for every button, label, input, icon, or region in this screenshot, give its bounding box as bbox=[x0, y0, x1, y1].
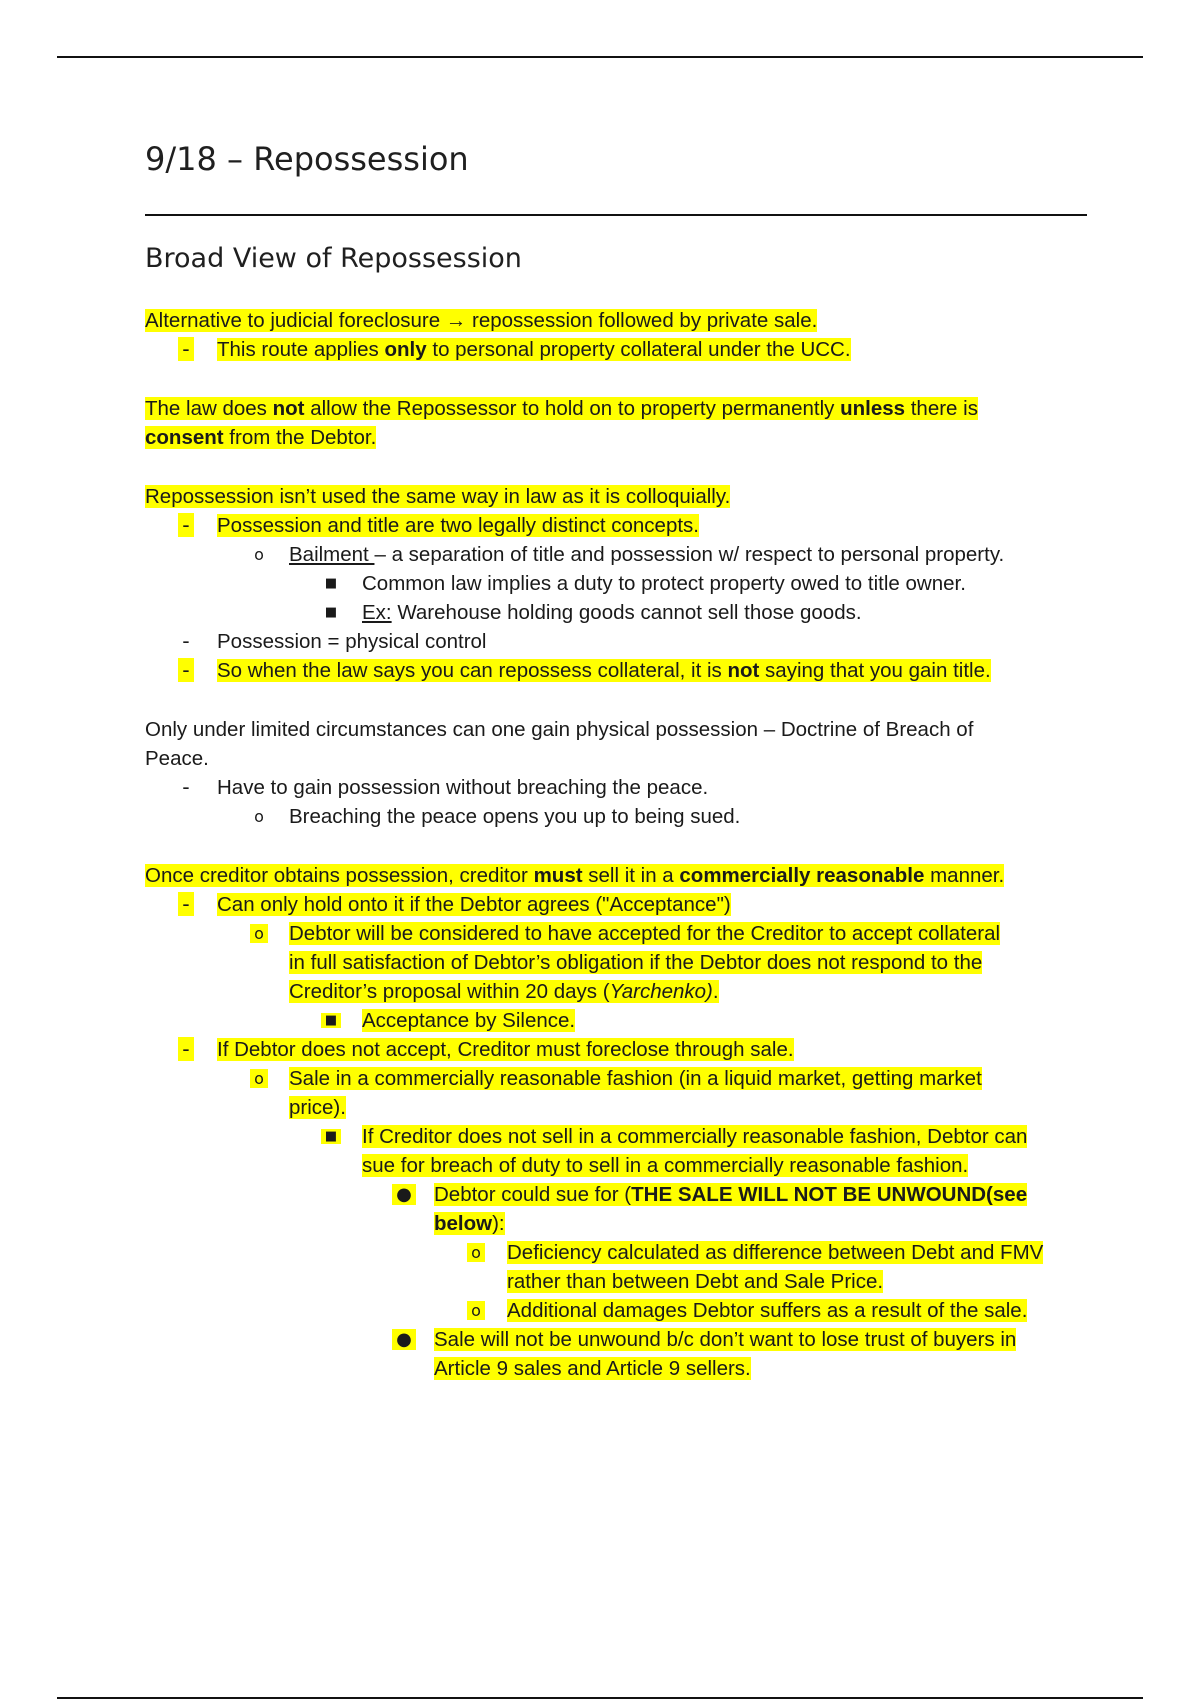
list-item: ■ Common law implies a duty to protect property owed to title owner. bbox=[145, 569, 1095, 598]
list-item: ■ Acceptance by Silence. bbox=[145, 1006, 1095, 1035]
dash-bullet: - bbox=[171, 335, 201, 364]
paragraph-breach-of-peace-cont: Peace. bbox=[145, 747, 209, 770]
list-item: o Breaching the peace opens you up to being sued. bbox=[145, 802, 1095, 831]
circle-bullet: o bbox=[461, 1296, 491, 1325]
right-arrow-icon: → bbox=[445, 309, 467, 332]
circle-bullet: o bbox=[461, 1238, 491, 1267]
dash-bullet: - bbox=[171, 890, 201, 919]
paragraph-consent: The law does not allow the Repossessor to hold on to property permanently unless there is bbox=[145, 397, 978, 420]
list-item: o Deficiency calculated as difference between Debt and FMV bbox=[145, 1238, 1095, 1267]
square-bullet: ■ bbox=[324, 605, 338, 620]
dash-bullet: - bbox=[171, 1035, 201, 1064]
list-item: o Debtor will be considered to have accepted for the Creditor to accept collateral bbox=[145, 919, 1095, 948]
circle-bullet: o bbox=[244, 1064, 274, 1093]
list-item-cont: price). bbox=[289, 1096, 346, 1119]
list-item-cont: sue for breach of duty to sell in a commercially reasonable fashion. bbox=[362, 1154, 969, 1177]
list-item: - Have to gain possession without breaching the peace. bbox=[145, 773, 1095, 802]
list-item-cont: in full satisfaction of Debtor’s obligation if the Debtor does not respond to the bbox=[289, 951, 983, 974]
circle-bullet: o bbox=[254, 545, 264, 564]
list-item: - Possession = physical control bbox=[145, 627, 1095, 656]
list-item: ■ If Creditor does not sell in a commercially reasonable fashion, Debtor can bbox=[145, 1122, 1095, 1151]
paragraph-consent-cont: consent from the Debtor. bbox=[145, 426, 377, 449]
notes-body bbox=[145, 306, 1095, 1383]
title-divider bbox=[145, 214, 1087, 216]
list-item-cont: rather than between Debt and Sale Price. bbox=[507, 1270, 884, 1293]
list-item: ● Sale will not be unwound b/c don’t want to lose trust of buyers in bbox=[145, 1325, 1095, 1354]
page-bottom-rule bbox=[57, 1697, 1143, 1699]
page-title: 9/18 – Repossession bbox=[145, 140, 469, 178]
dash-bullet: - bbox=[182, 775, 190, 799]
list-item: - If Debtor does not accept, Creditor must foreclose through sale. bbox=[145, 1035, 1095, 1064]
list-item: - So when the law says you can repossess collateral, it is not saying that you gain title. bbox=[145, 656, 1095, 685]
list-item: - Can only hold onto it if the Debtor agrees ("Acceptance") bbox=[145, 890, 1095, 919]
square-bullet: ■ bbox=[316, 1122, 346, 1151]
page-top-rule bbox=[57, 56, 1143, 58]
square-bullet: ■ bbox=[316, 1006, 346, 1035]
list-item: o Bailment – a separation of title and possession w/ respect to personal property. bbox=[145, 540, 1095, 569]
list-item-cont: below): bbox=[434, 1212, 505, 1235]
list-item: - This route applies only to personal property collateral under the UCC. bbox=[145, 335, 1095, 364]
list-item: o Additional damages Debtor suffers as a result of the sale. bbox=[145, 1296, 1095, 1325]
paragraph-commercially-reasonable: Once creditor obtains possession, creditor must sell it in a commercially reasonable manner. bbox=[145, 864, 1005, 887]
list-item: - Possession and title are two legally distinct concepts. bbox=[145, 511, 1095, 540]
paragraph-alternative: Alternative to judicial foreclosure → repossession followed by private sale. bbox=[145, 309, 818, 332]
dash-bullet: - bbox=[182, 629, 190, 653]
dot-bullet: ● bbox=[389, 1325, 419, 1354]
section-heading: Broad View of Repossession bbox=[145, 243, 522, 274]
circle-bullet: o bbox=[254, 807, 264, 826]
dash-bullet: - bbox=[171, 511, 201, 540]
paragraph-colloquial: Repossession isn’t used the same way in law as it is colloquially. bbox=[145, 485, 731, 508]
list-item: ● Debtor could sue for (THE SALE WILL NOT BE UNWOUND(see bbox=[145, 1180, 1095, 1209]
dash-bullet: - bbox=[171, 656, 201, 685]
dot-bullet: ● bbox=[389, 1180, 419, 1209]
list-item-cont: Article 9 sales and Article 9 sellers. bbox=[434, 1357, 751, 1380]
list-item: o Sale in a commercially reasonable fashion (in a liquid market, getting market bbox=[145, 1064, 1095, 1093]
list-item-cont: Creditor’s proposal within 20 days (Yarchenko). bbox=[289, 980, 719, 1003]
square-bullet: ■ bbox=[324, 576, 338, 591]
circle-bullet: o bbox=[244, 919, 274, 948]
paragraph-breach-of-peace: Only under limited circumstances can one gain physical possession – Doctrine of Breach of bbox=[145, 718, 974, 741]
list-item: ■ Ex: Warehouse holding goods cannot sell those goods. bbox=[145, 598, 1095, 627]
